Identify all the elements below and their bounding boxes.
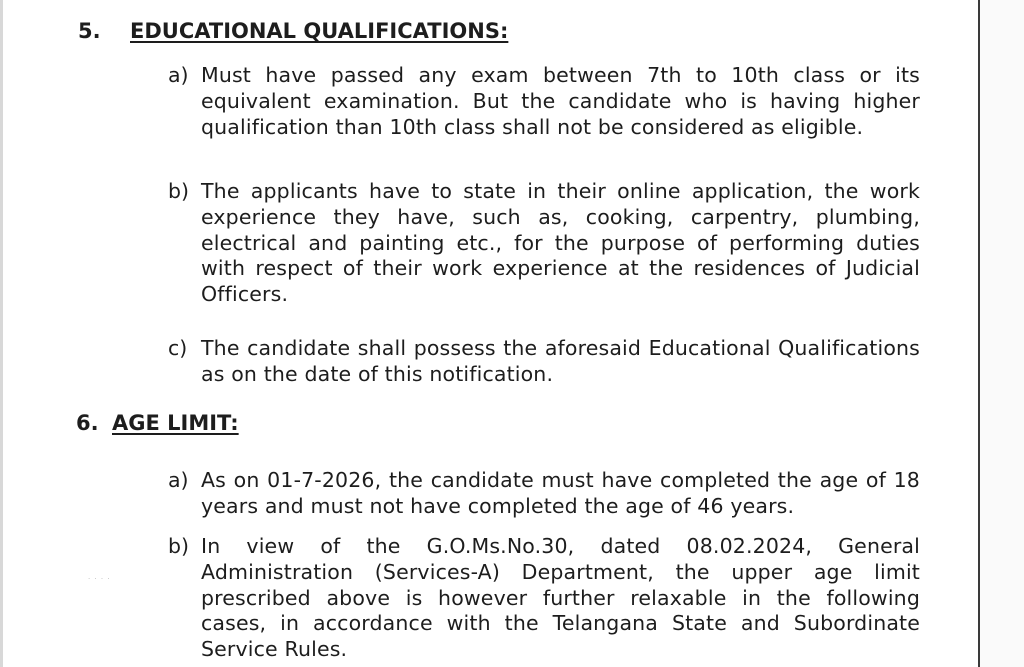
item-text: As on 01-7-2026, the candidate must have completed the age of 18 years and must not have completed the age of 46 years. xyxy=(201,468,920,518)
list-item xyxy=(168,63,920,140)
item-marker: a) xyxy=(168,63,189,87)
item-marker: c) xyxy=(168,336,188,360)
item-marker: a) xyxy=(168,468,189,492)
list-item xyxy=(168,336,920,388)
section-number: 6. xyxy=(76,411,99,435)
page-edge-left xyxy=(0,0,3,667)
list-item xyxy=(168,179,920,308)
section-number: 5. xyxy=(78,19,101,43)
list-item xyxy=(168,534,920,663)
item-marker: b) xyxy=(168,179,190,203)
section-title: EDUCATIONAL QUALIFICATIONS: xyxy=(130,19,509,43)
section-title: AGE LIMIT: xyxy=(112,411,239,435)
section-heading-educational-qualifications xyxy=(78,18,508,44)
item-marker: b) xyxy=(168,534,190,558)
page-margin xyxy=(980,0,1024,667)
section-heading-age-limit xyxy=(76,410,239,436)
item-text: The applicants have to state in their online application, the work experience they have, such as, cooking, carpentry, plumbing, electrical and painting etc., for the purpose of performing duties with respect of their work experience at the residences of Judicial Officers. xyxy=(201,179,920,307)
scan-artifact: · · · · xyxy=(88,575,111,583)
item-text: In view of the G.O.Ms.No.30, dated 08.02.2024, General Administration (Services-A) Department, the upper age limit prescribed above is however further relaxable in the following cases, in accordance with the Telangana State and Subordinate Service Rules. xyxy=(201,534,920,662)
item-text: Must have passed any exam between 7th to 10th class or its equivalent examination. But the candidate who is having higher qualification than 10th class shall not be considered as eligible. xyxy=(201,63,920,139)
item-text: The candidate shall possess the aforesaid Educational Qualifications as on the date of this notification. xyxy=(201,336,920,386)
list-item xyxy=(168,468,920,520)
